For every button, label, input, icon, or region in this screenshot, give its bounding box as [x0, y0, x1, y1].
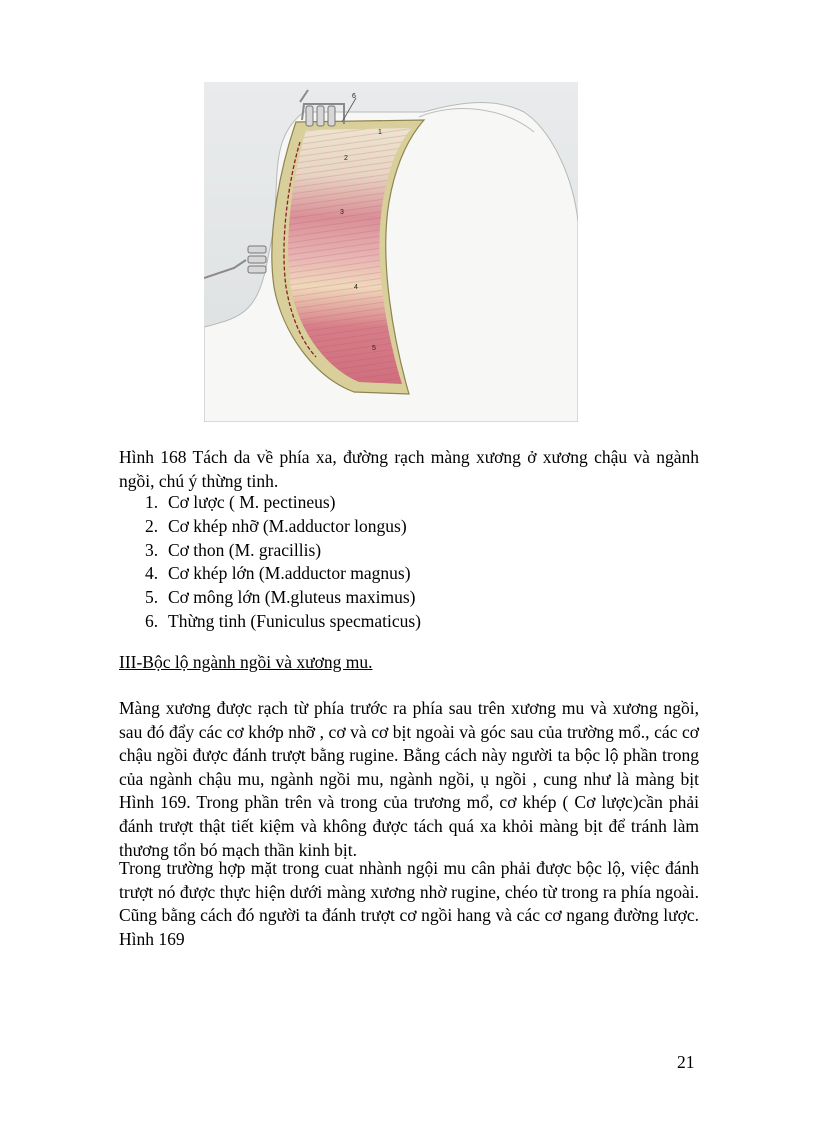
muscle-legend-list	[145, 491, 421, 634]
legend-number: 5.	[145, 587, 159, 608]
legend-number: 1.	[145, 492, 159, 512]
figure-label-3: 3	[340, 209, 344, 216]
legend-text: Cơ mông lớn (M.gluteus maximus)	[168, 587, 416, 608]
legend-number: 4.	[145, 563, 159, 584]
section-heading: III-Bộc lộ ngành ngồi và xương mu.	[119, 652, 373, 672]
anatomical-illustration	[204, 82, 578, 422]
body-paragraph-1: Màng xương được rạch từ phía trước ra phía sau trên xương mu và xương ngồi, sau đó đẩy các cơ khớp nhỡ , cơ và cơ bịt ngoài và góc sau của trường mổ., các cơ chậu ngồi được đánh trượt bằng rugine. Bằng cách này người ta bộc lộ phần trong của ngành chậu mu, ngành ngồi mu, ngành ngồi, ụ ngồi , cung như là màng bịt Hình 169. Trong phần trên và trong của trương mổ, cơ khép ( Cơ lược)cần phải đánh trượt thật tiết kiệm và không được tách quá xa khỏi màng bịt để tránh làm thương tổn bó mạch thần kinh bịt.	[119, 698, 699, 860]
legend-item	[145, 515, 421, 539]
figure-label-2: 2	[344, 155, 348, 162]
figure-label-4: 4	[354, 284, 358, 291]
legend-number: 2.	[145, 515, 159, 536]
legend-item	[145, 539, 421, 563]
legend-item	[145, 610, 421, 634]
legend-item	[145, 586, 421, 610]
legend-number: 3.	[145, 539, 159, 560]
legend-item	[145, 562, 421, 586]
figure-label-5: 5	[372, 345, 376, 352]
body-paragraph-2: Trong trường hợp mặt trong cuat nhành ngội mu cân phải được bộc lộ, việc đánh trượt nó được thực hiện dưới màng xương nhờ rugine, chéo từ trong ra phía ngoài. Cũng bằng cách đó người ta đánh trượt cơ ngồi hang và các cơ ngang đường lược. Hình 169	[119, 858, 699, 949]
legend-text: Cơ lược ( M. pectineus)	[168, 492, 336, 512]
figure-label-1: 1	[378, 129, 382, 136]
legend-text: Cơ thon (M. gracillis)	[168, 539, 322, 560]
legend-text: Cơ khép nhỡ (M.adductor longus)	[168, 515, 407, 536]
figure-caption: Hình 168 Tách da về phía xa, đường rạch màng xương ở xương chậu và ngành ngồi, chú ý thừng tinh.	[119, 447, 699, 491]
legend-item	[145, 491, 421, 515]
legend-text: Cơ khép lớn (M.adductor magnus)	[168, 563, 411, 584]
legend-text: Thừng tinh (Funiculus specmaticus)	[168, 610, 421, 631]
page-number: 21	[677, 1052, 695, 1072]
legend-number: 6.	[145, 610, 159, 631]
figure-label-6: 6	[352, 93, 356, 100]
